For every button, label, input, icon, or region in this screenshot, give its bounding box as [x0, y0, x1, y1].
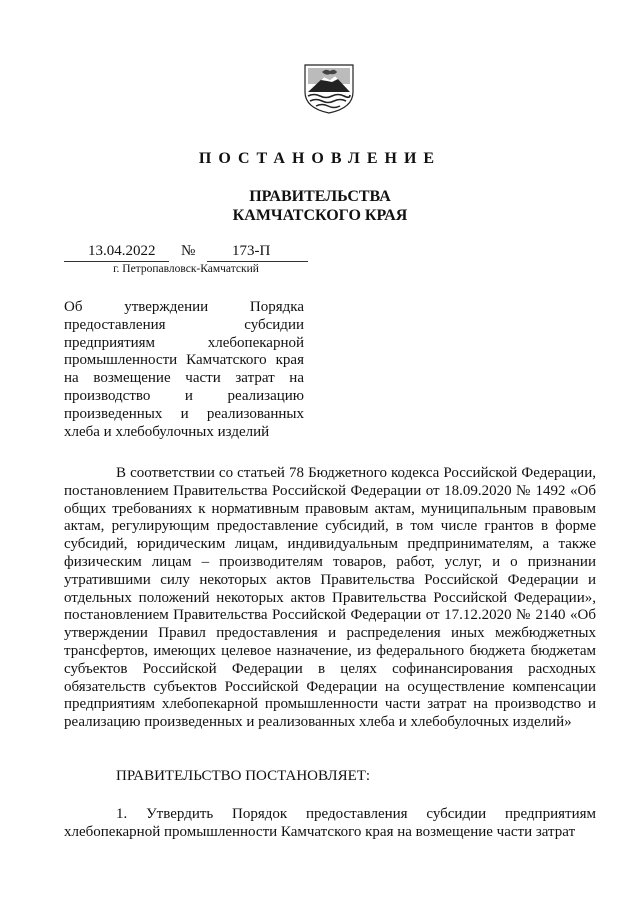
coat-of-arms-icon [302, 62, 356, 114]
date-underline [64, 261, 169, 262]
coat-of-arms-emblem [302, 62, 356, 114]
issue-city: г. Петропавловск-Камчатский [113, 263, 259, 275]
document-number: 173-П [232, 243, 271, 259]
document-subject: Об утверждении Порядка предоставления субсидии предприятиям хлебопекарной промышленности Камчатского края на возмещение части затрат на производство и реализацию произведенных и реализованных хлеба и хлебобулочных изделий [64, 299, 304, 440]
number-sign: № [181, 243, 196, 259]
number-underline [207, 261, 308, 262]
issuer-line-2: КАМЧАТСКОГО КРАЯ [232, 207, 408, 224]
preamble-paragraph: В соответствии со статьей 78 Бюджетного кодекса Российской Федерации, постановлением Правительства Российской Федерации от 18.09.2020 № 1492 «Об общих требованиях к нормативным правовым актам, муниципальным правовым актам, регулирующим предоставление субсидий, в том числе грантов в форме субсидий, юридическим лицам, индивидуальным предпринимателям, а также физическим лицам – производителям товаров, работ, услуг, и о признании утратившими силу некоторых актов Правительства Российской Федерации и отдельных положений некоторых актов Правительства Российской Федерации», постановлением Правительства Российской Федерации от 17.12.2020 № 2140 «Об утверждении Правил предоставления и распределения иных межбюджетных трансфертов, имеющих целевое назначение, из федерального бюджета бюджетам субъектов Российской Федерации в целях софинансирования расходных обязательств субъектов Российской Федерации на осуществление компенсации предприятиям хлебопекарной промышленности части затрат на производство и реализацию произведенных и реализованных хлеба и хлебобулочных изделий» [64, 465, 596, 731]
document-type-title: ПОСТАНОВЛЕНИЕ [198, 150, 442, 167]
resolves-paragraph: ПРАВИТЕЛЬСТВО ПОСТАНОВЛЯЕТ: [116, 768, 371, 784]
document-date: 13.04.2022 [88, 243, 156, 259]
item-1-paragraph: 1. Утвердить Порядок предоставления субсидии предприятиям хлебопекарной промышленности Камчатского края на возмещение части затрат [64, 806, 596, 840]
date-number-row [64, 243, 308, 263]
issuer-line-1: ПРАВИТЕЛЬСТВА [249, 188, 391, 205]
